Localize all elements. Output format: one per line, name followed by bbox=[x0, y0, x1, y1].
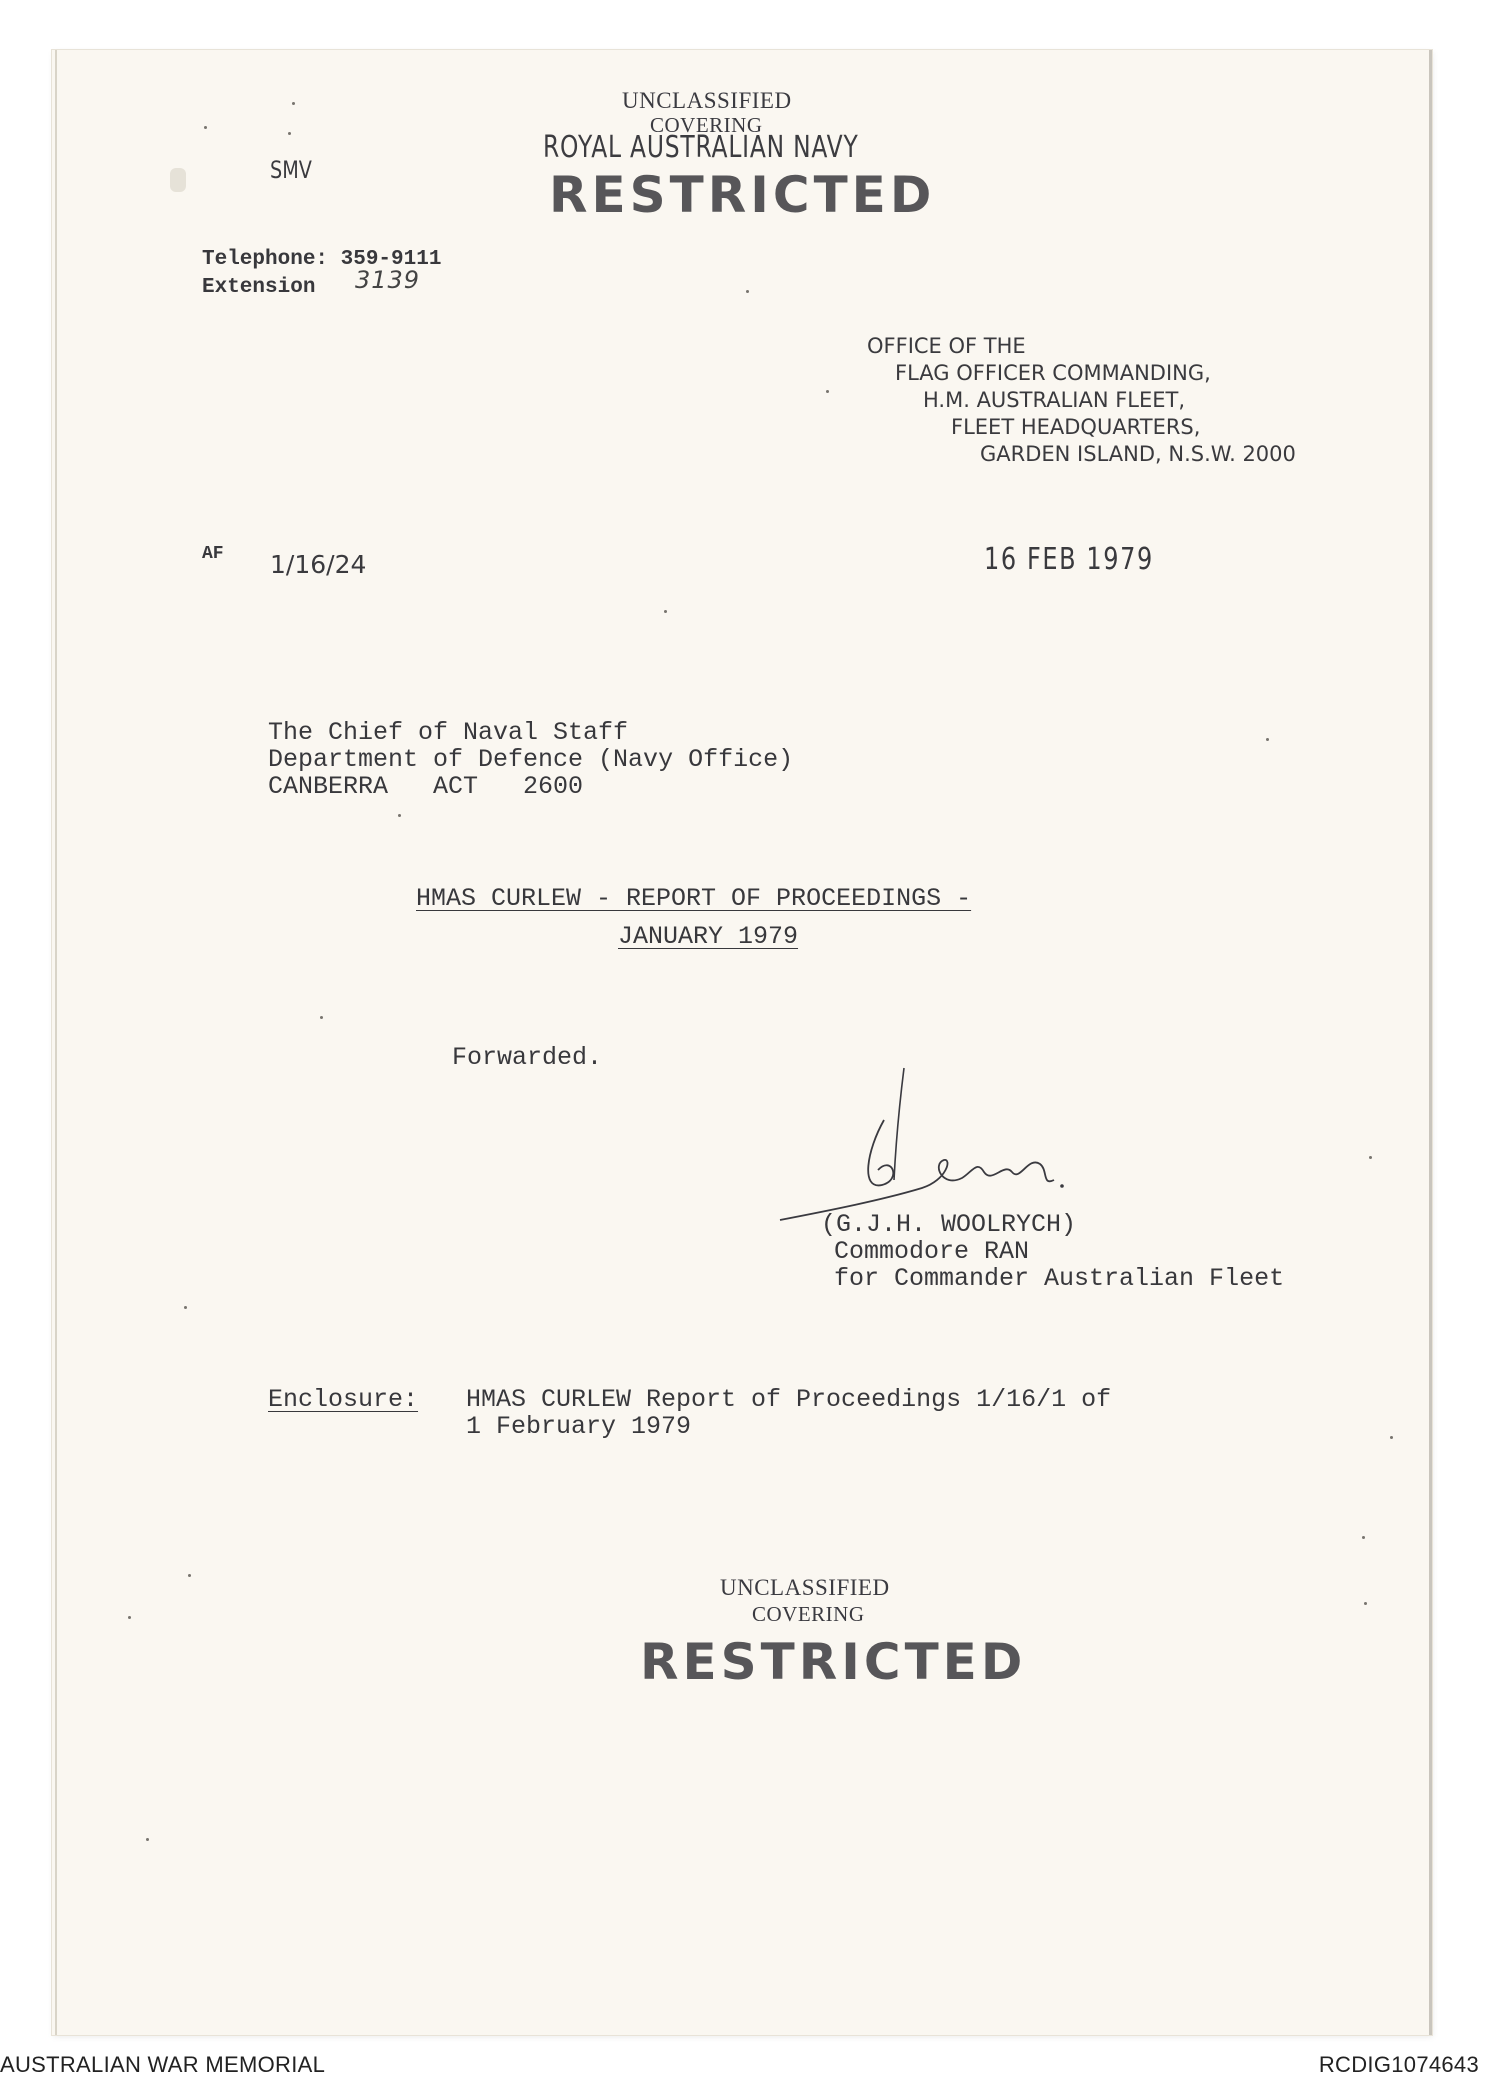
archive-footer bbox=[0, 2046, 1489, 2082]
paper-speck bbox=[1266, 738, 1269, 741]
paper-speck bbox=[292, 102, 295, 105]
paper-speck bbox=[188, 1574, 191, 1577]
paper-speck bbox=[664, 610, 667, 613]
paper-speck bbox=[146, 1838, 149, 1841]
paper-speck bbox=[1362, 1536, 1365, 1539]
date-stamp: 16 FEB 1979 bbox=[984, 542, 1154, 577]
office-line-4: FLEET HEADQUARTERS, bbox=[951, 415, 1201, 439]
classification-bottom: UNCLASSIFIED bbox=[720, 1575, 890, 1600]
archive-record-id: RCDIG1074643 bbox=[1318, 2052, 1479, 2077]
enclosure-label: Enclosure: bbox=[268, 1385, 419, 1414]
navy-stamp: ROYAL AUSTRALIAN NAVY bbox=[543, 130, 859, 165]
paper-speck bbox=[184, 1306, 187, 1309]
reference-prefix: AF bbox=[202, 544, 224, 564]
enclosure-line-1: HMAS CURLEW Report of Proceedings 1/16/1 of bbox=[466, 1385, 1112, 1414]
signatory-name: (G.J.H. WOOLRYCH) bbox=[821, 1210, 1077, 1239]
paper-speck bbox=[204, 126, 207, 129]
archive-institution: AUSTRALIAN WAR MEMORIAL bbox=[0, 2052, 326, 2077]
office-line-5: GARDEN ISLAND, N.S.W. 2000 bbox=[980, 442, 1296, 466]
paper-speck bbox=[1369, 1156, 1372, 1159]
subject-line-1: HMAS CURLEW - REPORT OF PROCEEDINGS - bbox=[416, 884, 972, 913]
classification-top: UNCLASSIFIED bbox=[622, 88, 792, 113]
extension-label: Extension bbox=[202, 276, 316, 299]
office-line-3: H.M. AUSTRALIAN FLEET, bbox=[923, 388, 1186, 412]
body-text: Forwarded. bbox=[452, 1043, 603, 1072]
recipient-line-3: CANBERRA ACT 2600 bbox=[268, 772, 584, 801]
paper-speck bbox=[826, 390, 829, 393]
signatory-for-line: for Commander Australian Fleet bbox=[834, 1264, 1285, 1293]
enclosure-line-2: 1 February 1979 bbox=[466, 1412, 692, 1441]
paper-speck bbox=[320, 1016, 323, 1019]
punch-mark bbox=[170, 168, 186, 192]
recipient-line-2: Department of Defence (Navy Office) bbox=[268, 745, 794, 774]
signatory-rank: Commodore RAN bbox=[834, 1237, 1030, 1266]
extension-value: 3139 bbox=[355, 266, 421, 294]
subject-line-2: JANUARY 1979 bbox=[618, 922, 799, 951]
covering-top: COVERING bbox=[650, 113, 763, 137]
office-line-2: FLAG OFFICER COMMANDING, bbox=[895, 361, 1211, 385]
document-page bbox=[52, 50, 1432, 2035]
restricted-stamp-bottom: RESTRICTED bbox=[640, 1633, 1027, 1691]
initials: SMV bbox=[270, 156, 312, 184]
recipient-line-1: The Chief of Naval Staff bbox=[268, 718, 629, 747]
file-number: 1/16/24 bbox=[270, 550, 367, 579]
office-line-1: OFFICE OF THE bbox=[867, 334, 1026, 358]
telephone: Telephone: 359-9111 bbox=[202, 248, 442, 271]
restricted-stamp-top: RESTRICTED bbox=[549, 166, 936, 224]
paper-speck bbox=[1390, 1436, 1393, 1439]
covering-bottom: COVERING bbox=[752, 1602, 865, 1626]
paper-speck bbox=[398, 814, 401, 817]
paper-speck bbox=[288, 132, 291, 135]
paper-speck bbox=[128, 1616, 131, 1619]
paper-speck bbox=[1364, 1602, 1367, 1605]
paper-speck bbox=[746, 290, 749, 293]
